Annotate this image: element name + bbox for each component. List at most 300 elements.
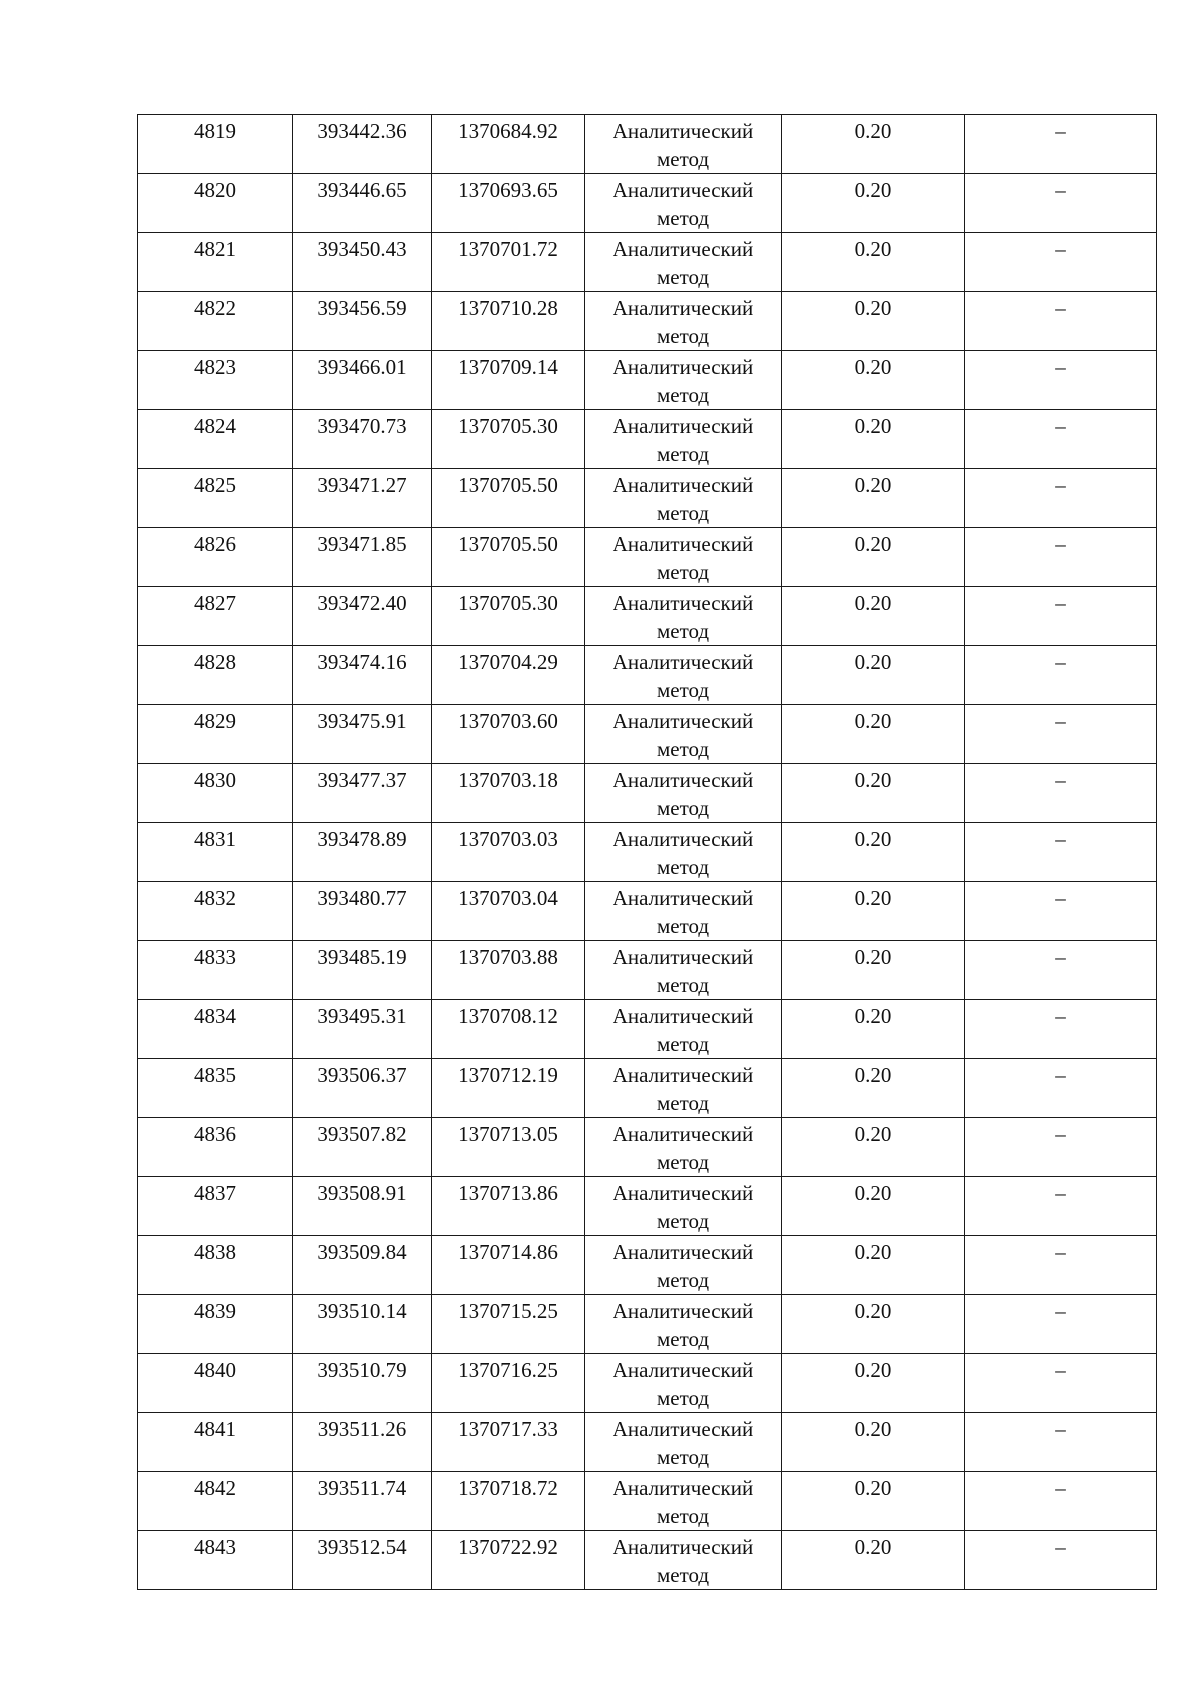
description-text: – xyxy=(1055,237,1066,261)
accuracy-cell xyxy=(782,1177,965,1236)
method-text: Аналитический метод xyxy=(612,1181,754,1233)
x-coordinate-cell xyxy=(293,292,432,351)
description-text: – xyxy=(1055,355,1066,379)
description-cell xyxy=(965,1118,1157,1177)
accuracy-text: 0.20 xyxy=(854,1122,892,1146)
y-coordinate-text: 1370708.12 xyxy=(458,1004,558,1028)
y-coordinate-text: 1370705.30 xyxy=(458,414,558,438)
description-cell xyxy=(965,410,1157,469)
description-text: – xyxy=(1055,414,1066,438)
x-coordinate-text: 393474.16 xyxy=(317,650,407,674)
method-text: Аналитический метод xyxy=(612,1122,754,1174)
point-number-text: 4840 xyxy=(194,1358,236,1382)
y-coordinate-cell xyxy=(432,587,585,646)
table-row xyxy=(138,1413,1157,1472)
accuracy-cell xyxy=(782,1472,965,1531)
x-coordinate-cell xyxy=(293,115,432,174)
x-coordinate-cell xyxy=(293,1236,432,1295)
point-number-text: 4841 xyxy=(194,1417,236,1441)
method-cell xyxy=(585,1059,782,1118)
method-text: Аналитический метод xyxy=(612,768,754,820)
method-text: Аналитический метод xyxy=(612,886,754,938)
accuracy-text: 0.20 xyxy=(854,1181,892,1205)
accuracy-cell xyxy=(782,115,965,174)
y-coordinate-text: 1370712.19 xyxy=(458,1063,558,1087)
accuracy-text: 0.20 xyxy=(854,178,892,202)
method-text: Аналитический метод xyxy=(612,1299,754,1351)
accuracy-cell xyxy=(782,941,965,1000)
accuracy-cell xyxy=(782,705,965,764)
point-number-cell xyxy=(138,233,293,292)
description-text: – xyxy=(1055,650,1066,674)
point-number-text: 4823 xyxy=(194,355,236,379)
table-row xyxy=(138,764,1157,823)
y-coordinate-text: 1370705.50 xyxy=(458,532,558,556)
accuracy-cell xyxy=(782,292,965,351)
table-row xyxy=(138,1177,1157,1236)
point-number-text: 4825 xyxy=(194,473,236,497)
point-number-text: 4819 xyxy=(194,119,236,143)
accuracy-text: 0.20 xyxy=(854,296,892,320)
x-coordinate-text: 393495.31 xyxy=(317,1004,407,1028)
description-text: – xyxy=(1055,178,1066,202)
description-cell xyxy=(965,469,1157,528)
method-cell xyxy=(585,351,782,410)
x-coordinate-text: 393509.84 xyxy=(317,1240,407,1264)
method-text: Аналитический метод xyxy=(612,945,754,997)
point-number-text: 4836 xyxy=(194,1122,236,1146)
table-row xyxy=(138,1000,1157,1059)
y-coordinate-cell xyxy=(432,1354,585,1413)
method-text: Аналитический метод xyxy=(612,237,754,289)
accuracy-text: 0.20 xyxy=(854,591,892,615)
point-number-text: 4832 xyxy=(194,886,236,910)
x-coordinate-text: 393446.65 xyxy=(317,178,407,202)
y-coordinate-text: 1370714.86 xyxy=(458,1240,558,1264)
point-number-text: 4830 xyxy=(194,768,236,792)
point-number-cell xyxy=(138,823,293,882)
description-cell xyxy=(965,1295,1157,1354)
x-coordinate-cell xyxy=(293,1531,432,1590)
table-row xyxy=(138,1295,1157,1354)
point-number-cell xyxy=(138,764,293,823)
x-coordinate-text: 393507.82 xyxy=(317,1122,407,1146)
x-coordinate-cell xyxy=(293,882,432,941)
point-number-cell xyxy=(138,115,293,174)
x-coordinate-text: 393471.85 xyxy=(317,532,407,556)
x-coordinate-text: 393471.27 xyxy=(317,473,407,497)
point-number-cell xyxy=(138,1295,293,1354)
method-cell xyxy=(585,1118,782,1177)
description-cell xyxy=(965,646,1157,705)
description-cell xyxy=(965,705,1157,764)
accuracy-cell xyxy=(782,174,965,233)
y-coordinate-text: 1370684.92 xyxy=(458,119,558,143)
accuracy-text: 0.20 xyxy=(854,355,892,379)
table-row xyxy=(138,233,1157,292)
description-text: – xyxy=(1055,1122,1066,1146)
x-coordinate-text: 393477.37 xyxy=(317,768,407,792)
y-coordinate-cell xyxy=(432,1236,585,1295)
point-number-cell xyxy=(138,1000,293,1059)
accuracy-text: 0.20 xyxy=(854,768,892,792)
point-number-text: 4842 xyxy=(194,1476,236,1500)
method-text: Аналитический метод xyxy=(612,591,754,643)
x-coordinate-text: 393510.14 xyxy=(317,1299,407,1323)
point-number-text: 4838 xyxy=(194,1240,236,1264)
y-coordinate-text: 1370693.65 xyxy=(458,178,558,202)
x-coordinate-text: 393508.91 xyxy=(317,1181,407,1205)
y-coordinate-text: 1370722.92 xyxy=(458,1535,558,1559)
x-coordinate-text: 393511.26 xyxy=(317,1417,407,1441)
accuracy-text: 0.20 xyxy=(854,827,892,851)
description-cell xyxy=(965,1000,1157,1059)
y-coordinate-cell xyxy=(432,292,585,351)
description-cell xyxy=(965,115,1157,174)
coordinates-table xyxy=(137,114,1157,1590)
table-row xyxy=(138,174,1157,233)
table-row xyxy=(138,469,1157,528)
table-row xyxy=(138,587,1157,646)
method-cell xyxy=(585,174,782,233)
x-coordinate-cell xyxy=(293,705,432,764)
accuracy-cell xyxy=(782,646,965,705)
y-coordinate-cell xyxy=(432,705,585,764)
accuracy-text: 0.20 xyxy=(854,1476,892,1500)
accuracy-cell xyxy=(782,528,965,587)
accuracy-text: 0.20 xyxy=(854,709,892,733)
y-coordinate-cell xyxy=(432,469,585,528)
y-coordinate-text: 1370717.33 xyxy=(458,1417,558,1441)
point-number-cell xyxy=(138,1354,293,1413)
y-coordinate-cell xyxy=(432,528,585,587)
method-text: Аналитический метод xyxy=(612,414,754,466)
method-cell xyxy=(585,1295,782,1354)
x-coordinate-cell xyxy=(293,1059,432,1118)
accuracy-text: 0.20 xyxy=(854,1417,892,1441)
x-coordinate-cell xyxy=(293,587,432,646)
accuracy-cell xyxy=(782,764,965,823)
accuracy-cell xyxy=(782,1354,965,1413)
description-cell xyxy=(965,528,1157,587)
description-cell xyxy=(965,1059,1157,1118)
method-cell xyxy=(585,646,782,705)
y-coordinate-text: 1370705.30 xyxy=(458,591,558,615)
description-text: – xyxy=(1055,945,1066,969)
table-body xyxy=(138,115,1157,1590)
point-number-cell xyxy=(138,882,293,941)
point-number-text: 4835 xyxy=(194,1063,236,1087)
accuracy-text: 0.20 xyxy=(854,414,892,438)
table-row xyxy=(138,1059,1157,1118)
description-cell xyxy=(965,174,1157,233)
description-cell xyxy=(965,351,1157,410)
description-text: – xyxy=(1055,296,1066,320)
accuracy-cell xyxy=(782,233,965,292)
method-cell xyxy=(585,1236,782,1295)
point-number-text: 4822 xyxy=(194,296,236,320)
accuracy-cell xyxy=(782,1295,965,1354)
y-coordinate-cell xyxy=(432,1295,585,1354)
method-text: Аналитический метод xyxy=(612,355,754,407)
description-text: – xyxy=(1055,1299,1066,1323)
point-number-text: 4834 xyxy=(194,1004,236,1028)
table-row xyxy=(138,705,1157,764)
point-number-text: 4843 xyxy=(194,1535,236,1559)
description-cell xyxy=(965,292,1157,351)
point-number-text: 4833 xyxy=(194,945,236,969)
accuracy-cell xyxy=(782,587,965,646)
x-coordinate-text: 393450.43 xyxy=(317,237,407,261)
point-number-text: 4839 xyxy=(194,1299,236,1323)
y-coordinate-cell xyxy=(432,351,585,410)
x-coordinate-cell xyxy=(293,351,432,410)
y-coordinate-text: 1370718.72 xyxy=(458,1476,558,1500)
point-number-cell xyxy=(138,705,293,764)
x-coordinate-cell xyxy=(293,1295,432,1354)
accuracy-text: 0.20 xyxy=(854,532,892,556)
table-row xyxy=(138,1531,1157,1590)
accuracy-text: 0.20 xyxy=(854,1240,892,1264)
x-coordinate-text: 393511.74 xyxy=(317,1476,407,1500)
point-number-text: 4826 xyxy=(194,532,236,556)
description-text: – xyxy=(1055,1240,1066,1264)
y-coordinate-cell xyxy=(432,1118,585,1177)
point-number-text: 4827 xyxy=(194,591,236,615)
method-text: Аналитический метод xyxy=(612,178,754,230)
y-coordinate-text: 1370705.50 xyxy=(458,473,558,497)
method-cell xyxy=(585,528,782,587)
x-coordinate-text: 393510.79 xyxy=(317,1358,407,1382)
point-number-cell xyxy=(138,1236,293,1295)
table-row xyxy=(138,410,1157,469)
description-text: – xyxy=(1055,591,1066,615)
x-coordinate-text: 393442.36 xyxy=(317,119,407,143)
accuracy-cell xyxy=(782,469,965,528)
description-cell xyxy=(965,764,1157,823)
y-coordinate-text: 1370710.28 xyxy=(458,296,558,320)
y-coordinate-text: 1370704.29 xyxy=(458,650,558,674)
method-text: Аналитический метод xyxy=(612,1004,754,1056)
point-number-text: 4821 xyxy=(194,237,236,261)
point-number-cell xyxy=(138,469,293,528)
method-cell xyxy=(585,1472,782,1531)
point-number-cell xyxy=(138,587,293,646)
y-coordinate-cell xyxy=(432,941,585,1000)
table-row xyxy=(138,292,1157,351)
description-cell xyxy=(965,1354,1157,1413)
method-text: Аналитический метод xyxy=(612,473,754,525)
y-coordinate-cell xyxy=(432,1413,585,1472)
point-number-text: 4831 xyxy=(194,827,236,851)
table-row xyxy=(138,1118,1157,1177)
description-text: – xyxy=(1055,1004,1066,1028)
y-coordinate-text: 1370713.05 xyxy=(458,1122,558,1146)
x-coordinate-cell xyxy=(293,410,432,469)
description-text: – xyxy=(1055,1181,1066,1205)
point-number-text: 4829 xyxy=(194,709,236,733)
accuracy-text: 0.20 xyxy=(854,1358,892,1382)
method-cell xyxy=(585,823,782,882)
description-text: – xyxy=(1055,709,1066,733)
description-text: – xyxy=(1055,768,1066,792)
y-coordinate-cell xyxy=(432,882,585,941)
x-coordinate-text: 393480.77 xyxy=(317,886,407,910)
point-number-cell xyxy=(138,646,293,705)
accuracy-cell xyxy=(782,882,965,941)
description-text: – xyxy=(1055,1417,1066,1441)
accuracy-text: 0.20 xyxy=(854,1063,892,1087)
accuracy-text: 0.20 xyxy=(854,1535,892,1559)
method-text: Аналитический метод xyxy=(612,1358,754,1410)
method-cell xyxy=(585,410,782,469)
table-row xyxy=(138,941,1157,1000)
x-coordinate-text: 393466.01 xyxy=(317,355,407,379)
y-coordinate-cell xyxy=(432,410,585,469)
accuracy-text: 0.20 xyxy=(854,945,892,969)
description-cell xyxy=(965,587,1157,646)
method-cell xyxy=(585,1413,782,1472)
accuracy-text: 0.20 xyxy=(854,650,892,674)
x-coordinate-cell xyxy=(293,941,432,1000)
y-coordinate-text: 1370701.72 xyxy=(458,237,558,261)
accuracy-text: 0.20 xyxy=(854,237,892,261)
accuracy-cell xyxy=(782,1413,965,1472)
method-cell xyxy=(585,1177,782,1236)
method-text: Аналитический метод xyxy=(612,827,754,879)
y-coordinate-text: 1370703.04 xyxy=(458,886,558,910)
description-text: – xyxy=(1055,886,1066,910)
y-coordinate-text: 1370716.25 xyxy=(458,1358,558,1382)
x-coordinate-cell xyxy=(293,1177,432,1236)
point-number-text: 4837 xyxy=(194,1181,236,1205)
point-number-cell xyxy=(138,528,293,587)
y-coordinate-cell xyxy=(432,1531,585,1590)
x-coordinate-cell xyxy=(293,233,432,292)
x-coordinate-text: 393475.91 xyxy=(317,709,407,733)
description-cell xyxy=(965,941,1157,1000)
method-text: Аналитический метод xyxy=(612,296,754,348)
description-cell xyxy=(965,1413,1157,1472)
description-cell xyxy=(965,1531,1157,1590)
table-row xyxy=(138,1472,1157,1531)
method-text: Аналитический метод xyxy=(612,709,754,761)
accuracy-text: 0.20 xyxy=(854,886,892,910)
description-cell xyxy=(965,1177,1157,1236)
x-coordinate-cell xyxy=(293,528,432,587)
description-cell xyxy=(965,233,1157,292)
point-number-cell xyxy=(138,1472,293,1531)
description-text: – xyxy=(1055,1063,1066,1087)
x-coordinate-cell xyxy=(293,1354,432,1413)
y-coordinate-cell xyxy=(432,1472,585,1531)
x-coordinate-cell xyxy=(293,1472,432,1531)
y-coordinate-cell xyxy=(432,1000,585,1059)
description-text: – xyxy=(1055,473,1066,497)
method-cell xyxy=(585,233,782,292)
description-cell xyxy=(965,1472,1157,1531)
accuracy-cell xyxy=(782,351,965,410)
x-coordinate-cell xyxy=(293,174,432,233)
description-text: – xyxy=(1055,827,1066,851)
description-text: – xyxy=(1055,119,1066,143)
x-coordinate-text: 393478.89 xyxy=(317,827,407,851)
x-coordinate-text: 393470.73 xyxy=(317,414,407,438)
x-coordinate-cell xyxy=(293,469,432,528)
point-number-cell xyxy=(138,292,293,351)
method-text: Аналитический метод xyxy=(612,1240,754,1292)
accuracy-cell xyxy=(782,1059,965,1118)
method-cell xyxy=(585,1000,782,1059)
method-cell xyxy=(585,115,782,174)
x-coordinate-cell xyxy=(293,823,432,882)
accuracy-cell xyxy=(782,823,965,882)
method-cell xyxy=(585,292,782,351)
accuracy-text: 0.20 xyxy=(854,1299,892,1323)
method-cell xyxy=(585,941,782,1000)
y-coordinate-cell xyxy=(432,115,585,174)
description-cell xyxy=(965,882,1157,941)
description-text: – xyxy=(1055,1358,1066,1382)
description-text: – xyxy=(1055,1476,1066,1500)
table-row xyxy=(138,351,1157,410)
method-text: Аналитический метод xyxy=(612,1417,754,1469)
method-cell xyxy=(585,469,782,528)
point-number-text: 4828 xyxy=(194,650,236,674)
y-coordinate-cell xyxy=(432,823,585,882)
method-text: Аналитический метод xyxy=(612,650,754,702)
x-coordinate-text: 393485.19 xyxy=(317,945,407,969)
method-cell xyxy=(585,1531,782,1590)
x-coordinate-cell xyxy=(293,1118,432,1177)
y-coordinate-text: 1370713.86 xyxy=(458,1181,558,1205)
y-coordinate-text: 1370703.88 xyxy=(458,945,558,969)
accuracy-cell xyxy=(782,1000,965,1059)
point-number-cell xyxy=(138,174,293,233)
point-number-cell xyxy=(138,410,293,469)
method-cell xyxy=(585,1354,782,1413)
method-cell xyxy=(585,587,782,646)
table-row xyxy=(138,646,1157,705)
y-coordinate-text: 1370703.18 xyxy=(458,768,558,792)
method-text: Аналитический метод xyxy=(612,1535,754,1587)
point-number-cell xyxy=(138,941,293,1000)
y-coordinate-cell xyxy=(432,233,585,292)
point-number-cell xyxy=(138,1177,293,1236)
y-coordinate-text: 1370703.03 xyxy=(458,827,558,851)
method-text: Аналитический метод xyxy=(612,119,754,171)
method-cell xyxy=(585,764,782,823)
point-number-text: 4820 xyxy=(194,178,236,202)
description-text: – xyxy=(1055,1535,1066,1559)
accuracy-text: 0.20 xyxy=(854,473,892,497)
description-text: – xyxy=(1055,532,1066,556)
table-row xyxy=(138,115,1157,174)
description-cell xyxy=(965,1236,1157,1295)
method-cell xyxy=(585,705,782,764)
x-coordinate-text: 393512.54 xyxy=(317,1535,407,1559)
table-row xyxy=(138,823,1157,882)
method-cell xyxy=(585,882,782,941)
point-number-text: 4824 xyxy=(194,414,236,438)
table-row xyxy=(138,1236,1157,1295)
accuracy-text: 0.20 xyxy=(854,1004,892,1028)
method-text: Аналитический метод xyxy=(612,1063,754,1115)
accuracy-cell xyxy=(782,1236,965,1295)
y-coordinate-cell xyxy=(432,646,585,705)
method-text: Аналитический метод xyxy=(612,532,754,584)
accuracy-cell xyxy=(782,1531,965,1590)
